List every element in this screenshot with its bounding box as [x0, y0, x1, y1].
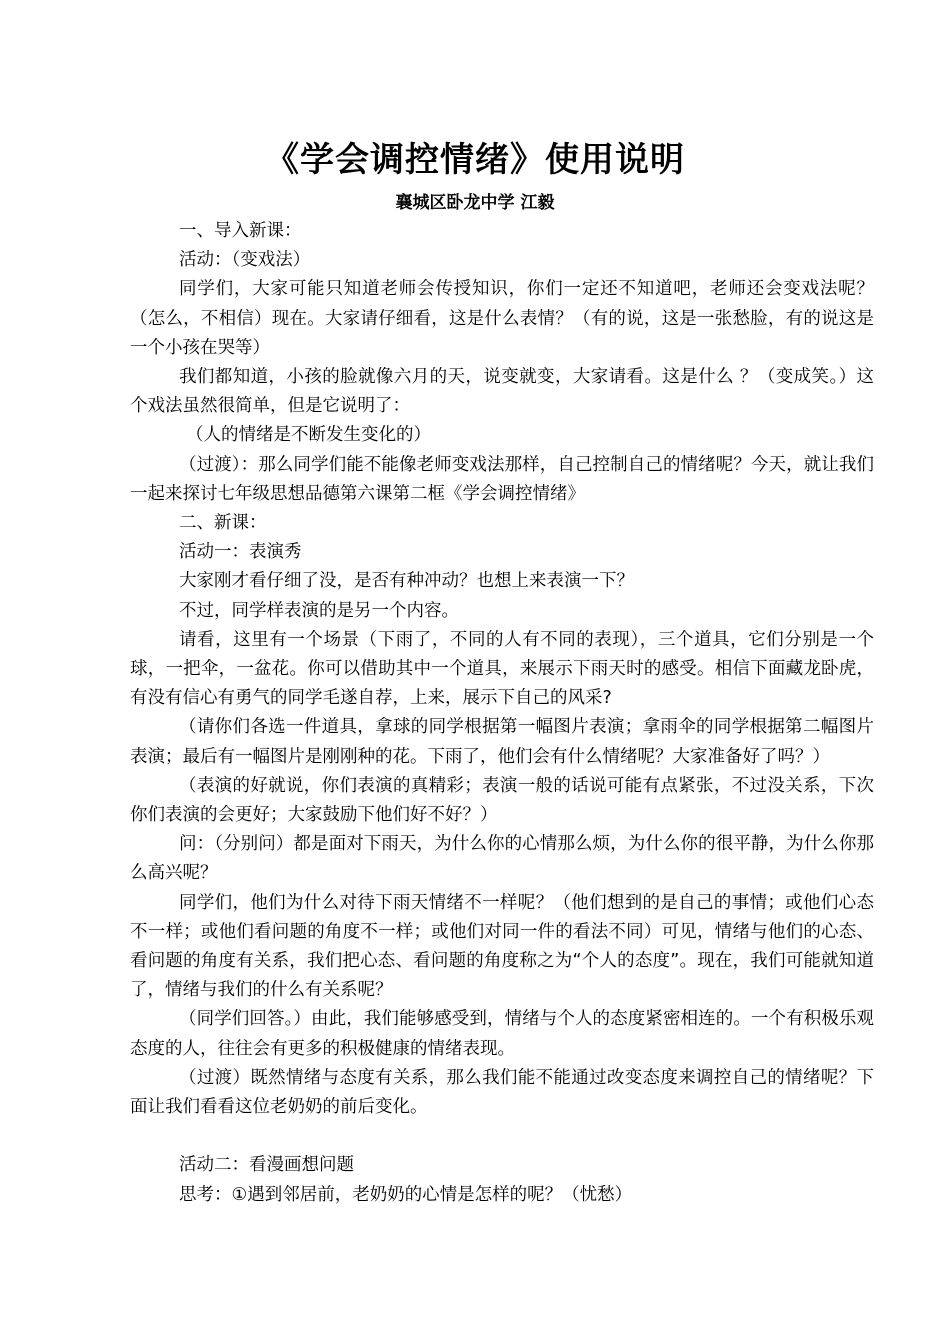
paragraph-activity-heading: 活动：（变戏法）	[179, 250, 311, 271]
paragraph: （人的情绪是不断发生变化的）	[186, 425, 431, 446]
paragraph: 我们都知道，小孩的脸就像六月的天，说变就变，大家请看。这是什么 ？（变成笑。）这个戏法虽然很简单，但是它说明了：	[130, 367, 874, 417]
document-author: 襄城区卧龙中学 江毅	[395, 193, 555, 213]
paragraph: 同学们，他们为什么对待下雨天情绪不一样呢？（他们想到的是自己的事情；或他们心态不一样；或他们看问题的角度不一样；或他们对同一件的看法不同）可见，情绪与他们的心态、看问题的角度有关系，我们把心态、看问题的角度称之为“个人的态度”。现在，我们可能就知道了，情绪与我们的什么有关系呢？	[130, 892, 874, 1001]
paragraph: （表演的好就说，你们表演的真精彩；表演一般的话说可能有点紧张，不过没关系，下次你们表演的会更好；大家鼓励下他们好不好？）	[130, 775, 874, 826]
paragraph: 思考：①遇到邻居前，老奶奶的心情是怎样的呢？（忧愁）	[179, 1184, 633, 1205]
paragraph: （过渡）既然情绪与态度有关系，那么我们能不能通过改变态度来调控自己的情绪呢？下面让我们看看这位老奶奶的前后变化。	[130, 1067, 874, 1118]
paragraph: （请你们各选一件道具，拿球的同学根据第一幅图片表演；拿雨伞的同学根据第二幅图片表演；最后有一幅图片是刚刚种的花。下雨了，他们会有什么情绪呢？大家准备好了吗？）	[130, 717, 874, 767]
paragraph: （同学们回答。）由此，我们能够感受到，情绪与个人的态度紧密相连的。一个有积极乐观态度的人，往往会有更多的积极健康的情绪表现。	[130, 1009, 874, 1059]
paragraph-section-2-heading: 二、新课：	[179, 513, 267, 534]
document-title: 《学会调控情绪》使用说明	[265, 140, 685, 180]
paragraph-activity-1-heading: 活动一：表演秀	[179, 542, 302, 563]
document-body	[130, 217, 874, 1210]
paragraph: 大家刚才看仔细了没，是否有种冲动？也想上来表演一下？	[179, 571, 634, 592]
paragraph: 同学们，大家可能只知道老师会传授知识，你们一定还不知道吧，老师还会变戏法呢？（怎么，不相信）现在。大家请仔细看，这是什么表情？（有的说，这是一张愁脸，有的说这是一个小孩在哭等）	[130, 279, 874, 358]
paragraph: 请看，这里有一个场景（下雨了，不同的人有不同的表现），三个道具，它们分别是一个球，一把伞，一盆花。你可以借助其中一个道具，来展示下雨天时的感受。相信下面藏龙卧虎，有没有信心有勇气的同学毛遂自荐，上来，展示下自己的风采?	[130, 629, 874, 709]
paragraph: 问：（分别问）都是面对下雨天，为什么你的心情那么烦，为什么你的很平静，为什么你那么高兴呢？	[130, 834, 874, 884]
paragraph-section-1-heading: 一、导入新课：	[179, 221, 302, 241]
paragraph: （过渡）：那么同学们能不能像老师变戏法那样，自己控制自己的情绪呢？今天，就让我们一起来探讨七年级思想品德第六课第二框《学会调控情绪》	[130, 454, 874, 504]
paragraph-activity-2-heading: 活动二：看漫画想问题	[179, 1155, 354, 1176]
paragraph: 不过，同学样表演的是另一个内容。	[179, 600, 459, 621]
